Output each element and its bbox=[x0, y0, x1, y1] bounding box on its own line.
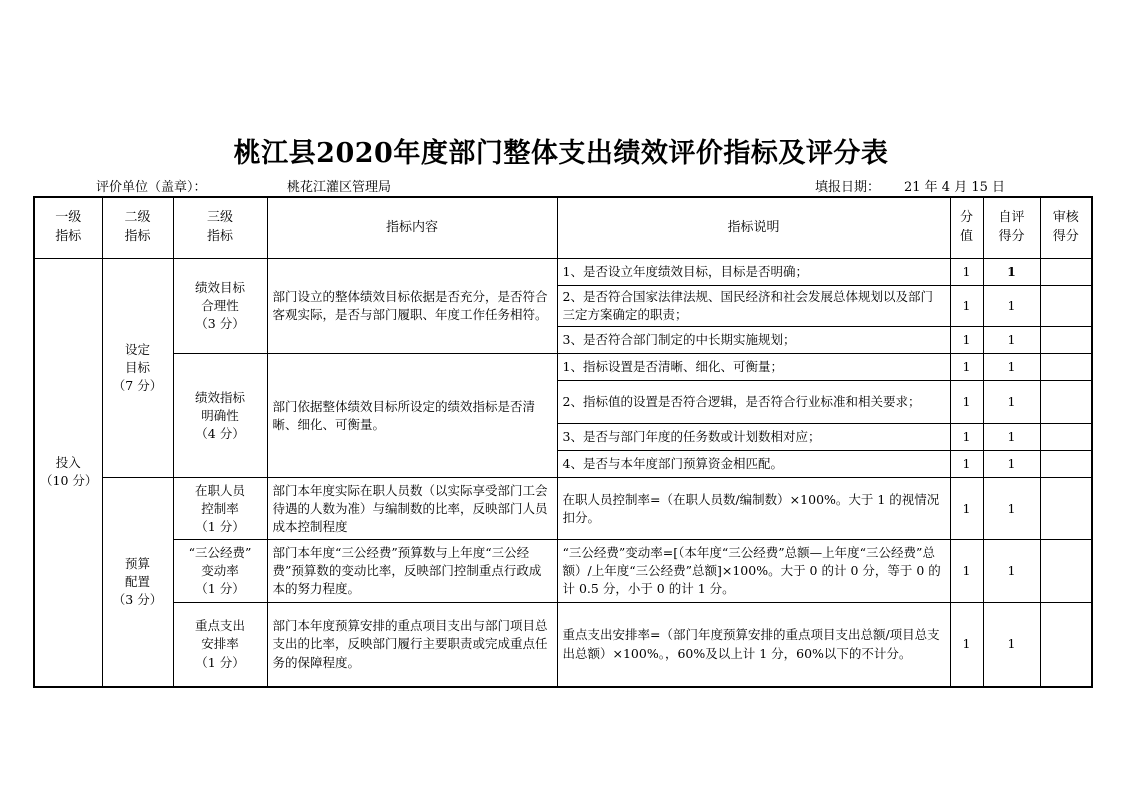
score-cell: 1 bbox=[950, 354, 983, 381]
unit-value: 桃花江灌区管理局 bbox=[287, 180, 392, 195]
audit-score-cell bbox=[1040, 478, 1092, 540]
audit-score-cell bbox=[1040, 286, 1092, 327]
table-row bbox=[34, 478, 1092, 540]
header-row bbox=[34, 197, 1092, 259]
content-cell: 部门本年度预算安排的重点项目支出与部门项目总支出的比率，反映部门履行主要职责或完成重点任务的保障程度。 bbox=[267, 603, 557, 687]
description-cell: 重点支出安排率=（部门年度预算安排的重点项目支出总额/项目总支出总额）×100%。，60%及以上计 1 分，60%以下的不计分。 bbox=[557, 603, 950, 687]
score-cell: 1 bbox=[950, 478, 983, 540]
score-cell: 1 bbox=[950, 259, 983, 286]
self-score-cell: 1 bbox=[983, 603, 1040, 687]
score-cell: 1 bbox=[950, 286, 983, 327]
date-label: 填报日期： bbox=[815, 180, 881, 195]
description-cell: 1、指标设置是否清晰、细化、可衡量； bbox=[557, 354, 950, 381]
description-cell: 2、指标值的设置是否符合逻辑，是否符合行业标准和相关要求； bbox=[557, 381, 950, 424]
header-content: 指标内容 bbox=[267, 197, 557, 259]
description-cell: 1、是否设立年度绩效目标，目标是否明确； bbox=[557, 259, 950, 286]
audit-score-cell bbox=[1040, 603, 1092, 687]
audit-score-cell bbox=[1040, 354, 1092, 381]
evaluation-table bbox=[33, 196, 1093, 688]
score-cell: 1 bbox=[950, 540, 983, 603]
content-cell: 部门依据整体绩效目标所设定的绩效指标是否清晰、细化、可衡量。 bbox=[267, 354, 557, 478]
level2-cell-budget: 预算 配置 （3 分） bbox=[102, 478, 173, 687]
header-description: 指标说明 bbox=[557, 197, 950, 259]
table-row bbox=[34, 603, 1092, 687]
self-score-cell: 1 bbox=[983, 327, 1040, 354]
content-cell: 部门本年度实际在职人员数（以实际享受部门工会待遇的人数为准）与编制数的比率，反映部门人员成本控制程度 bbox=[267, 478, 557, 540]
level1-cell: 投入 （10 分） bbox=[34, 259, 102, 687]
description-cell: “三公经费”变动率=[（本年度“三公经费”总额—上年度“三公经费”总额）/上年度“三公经费”总额]×100%。大于 0 的计 0 分，等于 0 的计 0.5 分，小于 0 的计 1 分。 bbox=[557, 540, 950, 603]
level3-cell: 绩效目标 合理性 （3 分） bbox=[173, 259, 267, 354]
audit-score-cell bbox=[1040, 540, 1092, 603]
score-cell: 1 bbox=[950, 603, 983, 687]
self-score-cell: 1 bbox=[983, 381, 1040, 424]
content-cell: 部门设立的整体绩效目标依据是否充分，是否符合客观实际，是否与部门履职、年度工作任务相符。 bbox=[267, 259, 557, 354]
unit-label: 评价单位（盖章）： bbox=[96, 180, 207, 195]
date-value: 21 年 4 月 15 日 bbox=[904, 180, 1006, 195]
table-row bbox=[34, 354, 1092, 381]
self-score-cell: 1 bbox=[983, 478, 1040, 540]
score-cell: 1 bbox=[950, 327, 983, 354]
header-level3: 三级 指标 bbox=[173, 197, 267, 259]
audit-score-cell bbox=[1040, 259, 1092, 286]
level3-cell: 绩效指标 明确性 （4 分） bbox=[173, 354, 267, 478]
header-self-score: 自评 得分 bbox=[983, 197, 1040, 259]
level3-cell: 在职人员 控制率 （1 分） bbox=[173, 478, 267, 540]
header-audit-score: 审核 得分 bbox=[1040, 197, 1092, 259]
level2-cell-target: 设定 目标 （7 分） bbox=[102, 259, 173, 478]
score-cell: 1 bbox=[950, 451, 983, 478]
header-level1: 一级 指标 bbox=[34, 197, 102, 259]
description-cell: 3、是否符合部门制定的中长期实施规划； bbox=[557, 327, 950, 354]
audit-score-cell bbox=[1040, 424, 1092, 451]
description-cell: 在职人员控制率=（在职人员数/编制数）×100%。大于 1 的视情况扣分。 bbox=[557, 478, 950, 540]
description-cell: 4、是否与本年度部门预算资金相匹配。 bbox=[557, 451, 950, 478]
self-score-cell: 1 bbox=[983, 259, 1040, 286]
table-row bbox=[34, 259, 1092, 286]
description-cell: 2、是否符合国家法律法规、国民经济和社会发展总体规划以及部门三定方案确定的职责； bbox=[557, 286, 950, 327]
audit-score-cell bbox=[1040, 451, 1092, 478]
page-title: 桃江县2020年度部门整体支出绩效评价指标及评分表 bbox=[233, 138, 889, 169]
header-score: 分 值 bbox=[950, 197, 983, 259]
self-score-cell: 1 bbox=[983, 424, 1040, 451]
table-row bbox=[34, 540, 1092, 603]
content-cell: 部门本年度“三公经费”预算数与上年度“三公经费”预算数的变动比率，反映部门控制重点行政成本的努力程度。 bbox=[267, 540, 557, 603]
header-level2: 二级 指标 bbox=[102, 197, 173, 259]
self-score-cell: 1 bbox=[983, 540, 1040, 603]
audit-score-cell bbox=[1040, 327, 1092, 354]
score-cell: 1 bbox=[950, 381, 983, 424]
description-cell: 3、是否与部门年度的任务数或计划数相对应； bbox=[557, 424, 950, 451]
self-score-cell: 1 bbox=[983, 286, 1040, 327]
score-cell: 1 bbox=[950, 424, 983, 451]
level3-cell: 重点支出 安排率 （1 分） bbox=[173, 603, 267, 687]
self-score-cell: 1 bbox=[983, 451, 1040, 478]
level3-cell: “三公经费” 变动率 （1 分） bbox=[173, 540, 267, 603]
self-score-cell: 1 bbox=[983, 354, 1040, 381]
audit-score-cell bbox=[1040, 381, 1092, 424]
